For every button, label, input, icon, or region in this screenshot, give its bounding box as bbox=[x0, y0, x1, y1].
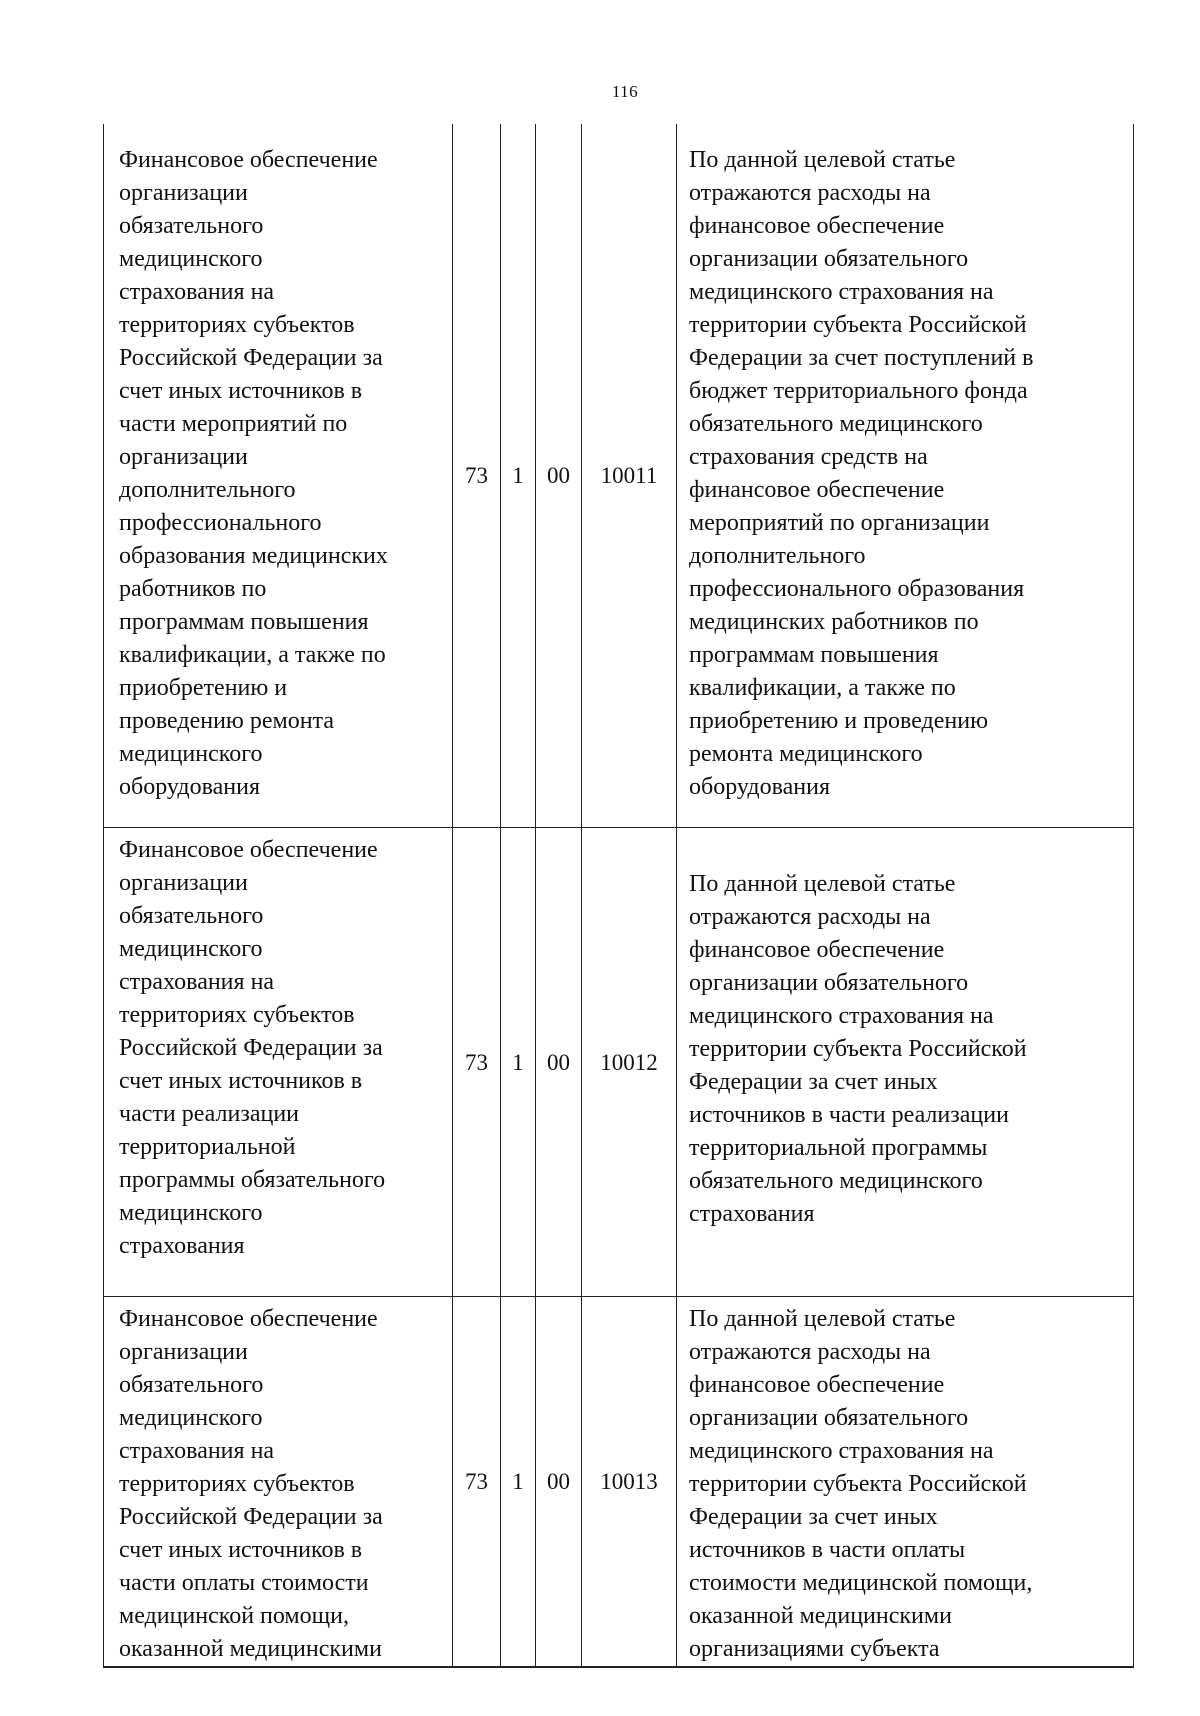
target-articles-table bbox=[103, 124, 1134, 1668]
code-subprogram-cell: 1 bbox=[501, 124, 536, 828]
code-program-cell: 73 bbox=[453, 828, 501, 1297]
article-description-cell: По данной целевой статье отражаются расходы на финансовое обеспечение организации обязательного медицинского страхования на территории субъекта Российской Федерации за счет поступлений в бюджет территориального фонда обязательного медицинского страхования средств на финансовое обеспечение мероприятий по организации дополнительного профессионального образования медицинских работников по программам повышения квалификации, а также по приобретению и проведению ремонта медицинского оборудования bbox=[677, 124, 1134, 828]
code-direction-cell: 10013 bbox=[582, 1297, 677, 1668]
article-name-cell: Финансовое обеспечение организации обязательного медицинского страхования на территориях субъектов Российской Федерации за счет иных источников в части реализации территориальной программы обязательного медицинского страхования bbox=[104, 828, 453, 1297]
code-main-activity-cell: 00 bbox=[536, 828, 582, 1297]
article-name-cell: Финансовое обеспечение организации обязательного медицинского страхования на территориях субъектов Российской Федерации за счет иных источников в части мероприятий по организации дополнительного профессионального образования медицинских работников по программам повышения квалификации, а также по приобретению и проведению ремонта медицинского оборудования bbox=[104, 124, 453, 828]
article-description-cell: По данной целевой статье отражаются расходы на финансовое обеспечение организации обязательного медицинского страхования на территории субъекта Российской Федерации за счет иных источников в части реализации территориальной программы обязательного медицинского страхования bbox=[677, 828, 1134, 1297]
page-number: 116 bbox=[611, 82, 639, 101]
code-program-cell: 73 bbox=[453, 124, 501, 828]
code-direction-cell: 10012 bbox=[582, 828, 677, 1297]
code-direction-cell: 10011 bbox=[582, 124, 677, 828]
table-row bbox=[104, 124, 1134, 828]
code-subprogram-cell: 1 bbox=[501, 1297, 536, 1668]
article-name-cell: Финансовое обеспечение организации обязательного медицинского страхования на территориях субъектов Российской Федерации за счет иных источников в части оплаты стоимости медицинской помощи, оказанной медицинскими bbox=[104, 1297, 453, 1668]
code-program-cell: 73 bbox=[453, 1297, 501, 1668]
code-main-activity-cell: 00 bbox=[536, 124, 582, 828]
code-main-activity-cell: 00 bbox=[536, 1297, 582, 1668]
article-description-cell: По данной целевой статье отражаются расходы на финансовое обеспечение организации обязательного медицинского страхования на территории субъекта Российской Федерации за счет иных источников в части оплаты стоимости медицинской помощи, оказанной медицинскими организациями субъекта bbox=[677, 1297, 1134, 1668]
table-row bbox=[104, 828, 1134, 1297]
table-row bbox=[104, 1297, 1134, 1668]
code-subprogram-cell: 1 bbox=[501, 828, 536, 1297]
